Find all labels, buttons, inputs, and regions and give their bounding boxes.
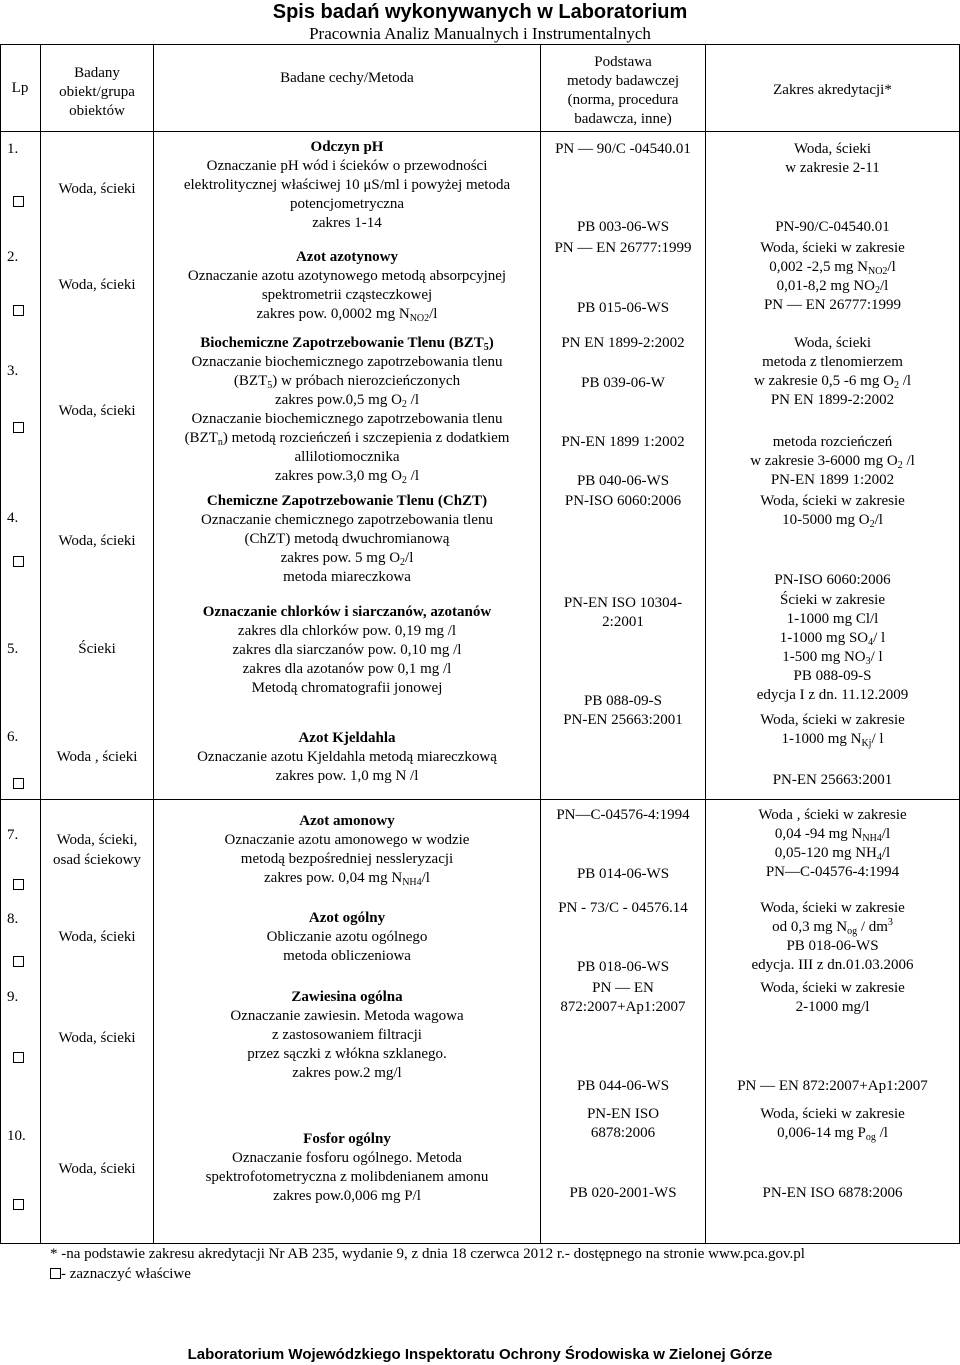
basis-cell: 6878:2006 — [590, 1125, 656, 1141]
page-title: Spis badań wykonywanych w Laboratorium — [272, 1, 688, 23]
accr-row-4: Woda, ścieki w zakresie 10-5000 mg $O_2/l$ — [760, 493, 905, 530]
accr-row-2: Woda, ścieki w zakresie 0,002 -2,5 mg $N_{NO2}/l$ 0,01-8,2 mg $NO_2/l$ PN — EN 26777:1999 — [760, 240, 905, 313]
lp-number: 4. — [7, 510, 19, 526]
basis-cell: PB 044-06-WS — [576, 1078, 670, 1094]
checkbox[interactable] — [13, 954, 24, 972]
basis-cell: PB 015-06-WS — [576, 300, 670, 316]
object-cell: osad ściekowy — [53, 852, 141, 868]
basis-cell: PN — EN 26777:1999 — [554, 240, 692, 256]
checkbox[interactable] — [13, 1050, 24, 1068]
object-cell: Woda, ścieki, — [56, 832, 138, 848]
basis-cell: PB 088-09-S — [584, 693, 662, 709]
footnote-accreditation: * -na podstawie zakresu akredytacji Nr AB 235, wydanie 9, z dnia 18 czerwca 2012 r.- dostępnego na stronie www.pca.gov.pl — [50, 1246, 805, 1262]
method-row-3: Biochemiczne Zapotrzebowanie Tlenu $(BZT_5)$ Oznaczanie biochemicznego zapotrzebowania tlenu $(BZT_5)$ w próbach nierozcieńczonych zakres pow.0,5 mg $O_2$ /l Oznaczanie biochemicznego zapotrzebowania tlenu $(BZT_n)$ metodą rozcieńczeń i szczepienia z dodatkiem allilotiomocznika zakres pow.3,0 mg $O_2$ /l — [184, 335, 510, 486]
method-row-2: Azot azotynowy Oznaczanie azotu azotynowego metodą absorpcyjnej spektrometrii cząsteczkowej zakres pow. 0,0002 mg $N_{NO2}/l$ — [187, 249, 507, 324]
accr-cell: PN-ISO 6060:2006 — [774, 572, 891, 588]
basis-cell: PN-EN 25663:2001 — [563, 712, 683, 728]
checkbox[interactable] — [13, 776, 24, 794]
accr-row-7: Woda , ścieki w zakresie 0,04 -94 mg $N_{NH4}/l$ 0,05-120 mg $NH_4/l$ PN—C-04576-4:1994 — [758, 807, 907, 880]
accr-row-3b: metoda rozcieńczeń w zakresie 3-6000 mg $O_2$ /l PN-EN 1899 1:2002 — [750, 434, 915, 488]
header-basis: Podstawa metody badawczej (norma, procedura badawcza, inne) — [566, 54, 680, 127]
lp-number: 9. — [7, 989, 19, 1005]
basis-cell: PB 040-06-WS — [576, 473, 670, 489]
lp-number: 3. — [7, 363, 19, 379]
basis-cell: PN-EN ISO 10304- — [563, 595, 683, 611]
accr-cell: PN-EN 25663:2001 — [772, 772, 893, 788]
object-cell: Woda , ścieki — [56, 749, 138, 765]
checkbox[interactable] — [13, 303, 24, 321]
object-cell: Woda, ścieki — [58, 181, 136, 197]
method-row-7: Azot amonowy Oznaczanie azotu amonowego w wodzie metodą bezpośredniej nessleryzacji zakres pow. 0,04 mg $N_{NH4}/l$ — [224, 813, 470, 888]
object-cell: Woda, ścieki — [58, 533, 136, 549]
basis-cell: 2:2001 — [602, 614, 644, 630]
lp-number: 2. — [7, 249, 19, 265]
method-row-5: Oznaczanie chlorków i siarczanów, azotanów zakres dla chlorków pow. 0,19 mg /l zakres dla siarczanów pow. 0,10 mg /l zakres dla azotanów pow 0,1 mg /l Metodą chromatografii jonowej — [202, 604, 492, 696]
basis-cell: PB 003-06-WS — [576, 219, 670, 235]
method-row-8: Azot ogólny Obliczanie azotu ogólnego metoda obliczeniowa — [266, 910, 428, 964]
lp-number: 5. — [7, 641, 19, 657]
basis-cell: 872:2007+Ap1:2007 — [560, 999, 686, 1015]
object-cell: Woda, ścieki — [58, 1030, 136, 1046]
lp-number: 7. — [7, 827, 19, 843]
accr-row-9: Woda, ścieki w zakresie 2-1000 mg/l — [760, 980, 905, 1015]
basis-cell: PN-EN ISO — [586, 1106, 660, 1122]
accr-cell: PN-EN ISO 6878:2006 — [762, 1185, 903, 1201]
object-cell: Woda, ścieki — [58, 277, 136, 293]
object-cell: Woda, ścieki — [58, 1161, 136, 1177]
header-lp: Lp — [11, 80, 29, 96]
basis-cell: PN—C-04576-4:1994 — [556, 807, 690, 823]
basis-cell: PB 018-06-WS — [576, 959, 670, 975]
lp-number: 8. — [7, 911, 19, 927]
accr-row-3: Woda, ścieki metoda z tlenomierzem w zakresie 0,5 -6 mg $O_2$ /l PN EN 1899-2:2002 — [753, 335, 912, 408]
basis-cell: PN-EN 1899 1:2002 — [561, 434, 685, 450]
basis-cell: PN — 90/C -04540.01 — [555, 141, 691, 157]
basis-cell: PB 020-2001-WS — [569, 1185, 677, 1201]
header-method: Badane cechy/Metoda — [280, 70, 414, 86]
checkbox-icon — [50, 1268, 61, 1279]
accr-row-5: Ścieki w zakresie 1-1000 mg Cl/l 1-1000 mg $SO_4/$ l 1-500 mg $NO_3/$ l PB 088-09-S edycja I z dn. 11.12.2009 — [756, 592, 909, 703]
object-cell: Ścieki — [78, 641, 116, 657]
accr-row-6: Woda, ścieki w zakresie 1-1000 mg $N_{Kj}/$ l — [760, 712, 905, 749]
accr-row-10: Woda, ścieki w zakresie 0,006-14 mg $P_{og}$ /l — [760, 1106, 905, 1143]
checkbox[interactable] — [13, 194, 24, 212]
accr-cell: PN-90/C-04540.01 — [775, 219, 890, 235]
accr-row-8: Woda, ścieki w zakresie od 0,3 mg $N_{og} / dm^3$ PB 018-06-WS edycja. III z dn.01.03.2006 — [751, 900, 914, 973]
basis-cell: PN — EN — [592, 980, 654, 996]
method-row-10: Fosfor ogólny Oznaczanie fosforu ogólnego. Metoda spektrofotometryczna z molibdenianem amonu zakres pow.0,006 mg P/l — [205, 1131, 489, 1204]
method-row-9: Zawiesina ogólna Oznaczanie zawiesin. Metoda wagowa z zastosowaniem filtracji przez sączki z włókna szklanego. zakres pow.2 mg/l — [230, 989, 464, 1081]
lp-number: 1. — [7, 141, 19, 157]
footnote-checkbox: - zaznaczyć właściwe — [50, 1265, 191, 1284]
header-accreditation: Zakres akredytacji* — [773, 82, 892, 98]
checkbox[interactable] — [13, 1197, 24, 1215]
lp-number: 6. — [7, 729, 19, 745]
basis-cell: PN - 73/C - 04576.14 — [558, 900, 688, 916]
basis-cell: PN EN 1899-2:2002 — [561, 335, 685, 351]
checkbox[interactable] — [13, 877, 24, 895]
basis-cell: PB 039-06-W — [581, 375, 665, 391]
page-subtitle: Pracownia Analiz Manualnych i Instrumentalnych — [309, 24, 651, 43]
checkbox[interactable] — [13, 420, 24, 438]
object-cell: Woda, ścieki — [58, 403, 136, 419]
method-row-1: Odczyn pH Oznaczanie pH wód i ścieków o przewodności elektrolitycznej właściwej 10 μS/ml i powyżej metoda potencjometryczna zakres 1-14 — [183, 139, 511, 231]
accr-row-1: Woda, ścieki w zakresie 2-11 — [785, 141, 880, 176]
header-object: Badany obiekt/grupa obiektów — [59, 65, 135, 119]
checkbox[interactable] — [13, 554, 24, 572]
object-cell: Woda, ścieki — [58, 929, 136, 945]
lp-number: 10. — [7, 1128, 26, 1144]
footer-lab-name: Laboratorium Wojewódzkiego Inspektoratu Ochrony Środowiska w Zielonej Górze — [187, 1346, 773, 1363]
basis-cell: PN-ISO 6060:2006 — [564, 493, 682, 509]
basis-cell: PB 014-06-WS — [576, 866, 670, 882]
method-row-4: Chemiczne Zapotrzebowanie Tlenu (ChZT) Oznaczanie chemicznego zapotrzebowania tlenu (ChZT) metodą dwuchromianową zakres pow. 5 mg $O_2/l$ metoda miareczkowa — [201, 493, 493, 585]
method-row-6: Azot Kjeldahla Oznaczanie azotu Kjeldahla metodą miareczkową zakres pow. 1,0 mg N /l — [197, 730, 497, 784]
accr-cell: PN — EN 872:2007+Ap1:2007 — [737, 1078, 928, 1094]
